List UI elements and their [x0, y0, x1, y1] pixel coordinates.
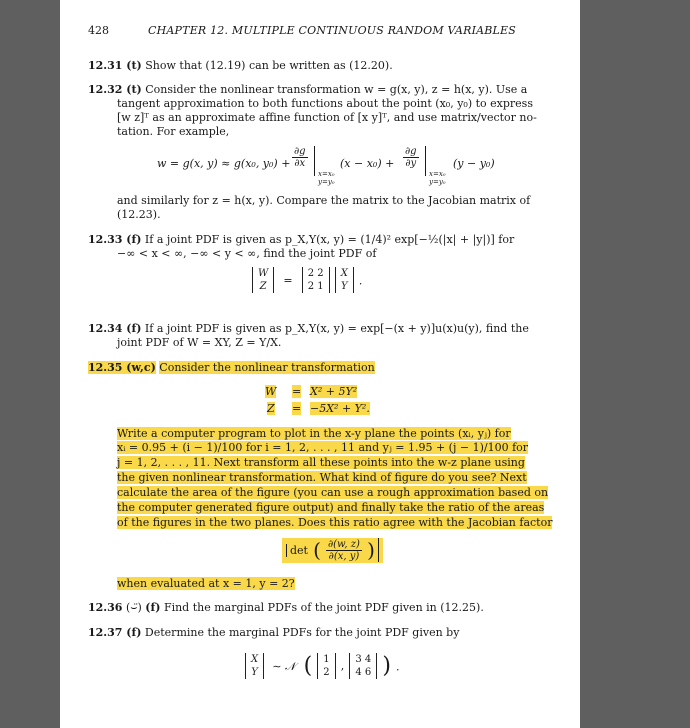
eval-y1: y=y₀ [318, 178, 335, 186]
partial-dg-dy: $\frac{\partial g}{\partial y}$ [405, 146, 417, 169]
book-page [60, 0, 580, 728]
problem-12-35-line6: the computer generated figure output) and finally take the ratio of the areas [117, 501, 545, 514]
gaussian-eq: X Y ∼ 𝒩 ( 1 2 , 3 4 4 6 ) . [245, 653, 400, 679]
problem-label: 12.36 [88, 601, 123, 614]
eq1-rhs: X² + 5Y² [310, 385, 358, 398]
problem-12-35-eval: when evaluated at x = 1, y = 2? [117, 577, 295, 590]
covariance-matrix: 3 4 4 6 [349, 653, 377, 679]
problem-12-37: 12.37 (f) Determine the marginal PDFs for the joint PDF given by [88, 626, 460, 639]
tangent-eq-term1: (x − x₀) + [340, 157, 395, 170]
eval-y2: y=y₀ [429, 178, 446, 186]
problem-12-33-line1: 12.33 (f) If a joint PDF is given as p_X,Y(x, y) = (1/4)² exp[−½(|x| + |y|)] for [88, 233, 515, 246]
problem-12-35-line4: the given nonlinear transformation. What kind of figure do you see? Next [117, 471, 527, 484]
smiley-icon: (⌣̈) [125, 601, 142, 614]
problem-12-32-after2: (12.23). [117, 208, 161, 221]
problem-12-31 [88, 59, 393, 72]
problem-12-32-after1: and similarly for z = h(x, y). Compare the matrix to the Jacobian matrix of [117, 194, 531, 207]
problem-label: 12.37 (f) [88, 626, 142, 639]
problem-label: 12.31 (t) [88, 59, 142, 72]
mean-vector: 1 2 [317, 653, 335, 679]
eq1-sign: = [292, 385, 302, 398]
problem-12-35-line1: Write a computer program to plot in the x-y plane the points (xᵢ, yⱼ) for [117, 427, 511, 440]
eval-x1: x=x₀ [318, 170, 335, 178]
problem-12-32-line1: 12.32 (t) Consider the nonlinear transformation w = g(x, y), z = h(x, y). Use a [88, 83, 528, 96]
problem-label: 12.32 (t) [88, 83, 142, 96]
vector-wz: W Z [252, 267, 274, 293]
eq1-lhs: W [265, 385, 277, 398]
chapter-header: CHAPTER 12. MULTIPLE CONTINUOUS RANDOM VARIABLES [148, 24, 517, 37]
eval-x2: x=x₀ [429, 170, 446, 178]
partial-dg-dx: $\frac{\partial g}{\partial x}$ [294, 146, 306, 169]
problem-12-35-line2: xᵢ = 0.95 + (i − 1)/100 for i = 1, 2, . . . , 11 and yⱼ = 1.95 + (j − 1)/100 for [117, 441, 529, 454]
eval-bar-2 [425, 146, 426, 176]
vector-xy: X Y [335, 267, 354, 293]
page-number: 428 [88, 24, 109, 37]
tangent-eq-term2: (y − y₀) [453, 157, 495, 170]
eq2-sign: = [292, 402, 302, 415]
problem-12-35-intro: 12.35 (w,c) Consider the nonlinear transformation [88, 361, 375, 374]
problem-12-34-line2: joint PDF of W = XY, Z = Y/X. [117, 336, 282, 349]
problem-label: 12.33 (f) [88, 233, 142, 246]
jacobian-det: det ( $\frac{\partial(w, z)}{\partial(x, y)}$ ) [282, 538, 383, 563]
problem-12-33-line2: −∞ < x < ∞, −∞ < y < ∞, find the joint PDF of [117, 247, 377, 260]
problem-12-32-line4: tation. For example, [117, 125, 230, 138]
eq2-lhs: Z [267, 402, 275, 415]
problem-12-35-line3: j = 1, 2, . . . , 11. Next transform all these points into the w-z plane using [117, 456, 525, 469]
problem-12-35-line5: calculate the area of the figure (you can use a rough approximation based on [117, 486, 549, 499]
problem-12-32-line2: tangent approximation to both functions about the point (x₀, y₀) to express [117, 97, 533, 110]
problem-12-34-line1: 12.34 (f) If a joint PDF is given as p_X,Y(x, y) = exp[−(x + y)]u(x)u(y), find the [88, 322, 529, 335]
vector-xy-37: X Y [245, 653, 264, 679]
eval-bar-1 [314, 146, 315, 176]
eq2-rhs: −5X² + Y². [310, 402, 370, 415]
problem-12-32-line3: [w z]ᵀ as an approximate affine function of [x y]ᵀ, and use matrix/vector no- [117, 111, 537, 124]
coefficient-matrix: 2 2 2 1 [302, 267, 330, 293]
problem-label: 12.34 (f) [88, 322, 142, 335]
problem-12-35-line7: of the figures in the two planes. Does this ratio agree with the Jacobian factor [117, 516, 553, 529]
tangent-eq-lhs: w = g(x, y) ≈ g(x₀, y₀) + [157, 157, 291, 170]
problem-12-36: 12.36 (⌣̈) (f) Find the marginal PDFs of the joint PDF given in (12.25). [88, 601, 484, 614]
problem-text: Show that (12.19) can be written as (12.20). [145, 59, 393, 72]
problem-label: 12.35 (w,c) [88, 361, 156, 374]
transform-matrix-eq: W Z = 2 2 2 1 X Y . [252, 267, 362, 293]
